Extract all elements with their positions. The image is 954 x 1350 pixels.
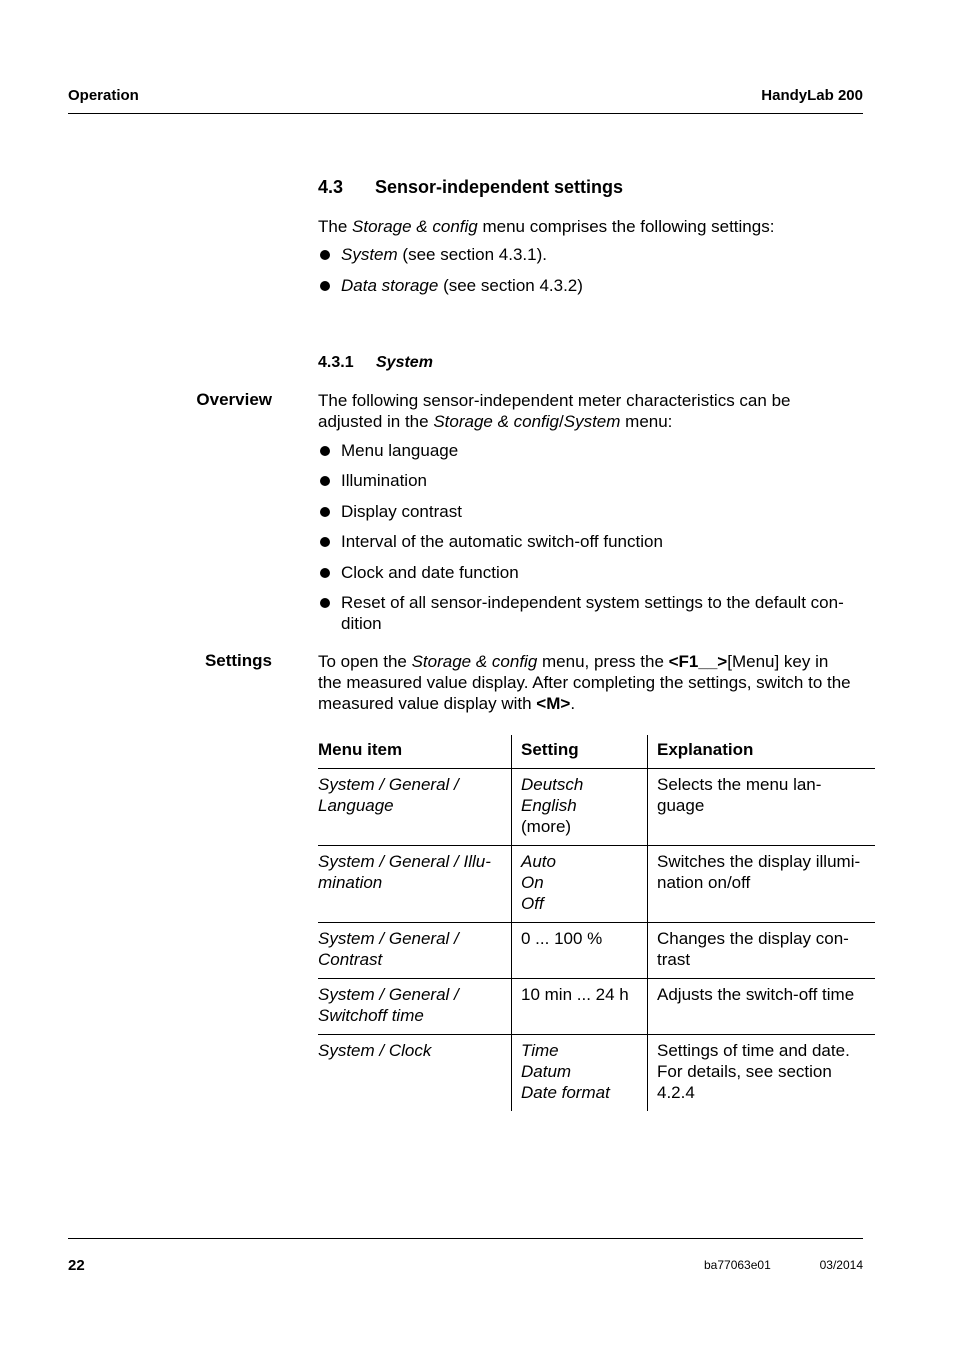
menu-item-cell: System / Clock — [318, 1034, 512, 1111]
section-number: 4.3 — [318, 177, 344, 197]
document-date: 03/2014 — [819, 1258, 863, 1272]
explanation-cell: Adjusts the switch-off time — [648, 978, 876, 1034]
overview-line: The following sensor-independent meter characteristics can be — [318, 391, 791, 410]
section-title: Sensor-independent settings — [375, 177, 624, 197]
menu-item-cell: System / General / Illu- mination — [318, 845, 512, 922]
setting-cell: 0 ... 100 % — [512, 922, 648, 978]
running-header-right: HandyLab 200 — [761, 87, 863, 104]
column-header: Setting — [512, 735, 648, 768]
bullet-icon — [320, 446, 330, 456]
subsection-title: System — [376, 354, 433, 371]
menu-item-cell: System / General / Contrast — [318, 922, 512, 978]
footer-rule — [68, 1238, 863, 1239]
column-header: Menu item — [318, 740, 403, 759]
running-header-left: Operation — [68, 87, 139, 104]
table-row — [318, 1034, 875, 1111]
table-header-row — [318, 735, 875, 768]
list-item-em: System — [341, 245, 398, 264]
setting-cell: 10 min ... 24 h — [512, 978, 648, 1034]
m-key-label: <M> — [536, 694, 571, 713]
list-item-text: (see section 4.3.2) — [438, 276, 583, 295]
f1-key-label: <F1__> — [668, 652, 728, 671]
page-number: 22 — [68, 1257, 85, 1274]
bullet-icon — [320, 476, 330, 486]
setting-cell: Auto On Off — [512, 845, 648, 922]
menu-item-cell: System / General / Language — [318, 768, 512, 845]
setting-cell: Deutsch English (more) — [512, 768, 648, 845]
explanation-cell: Settings of time and date. For details, see section 4.2.4 — [648, 1034, 876, 1111]
list-item-em: Data storage — [341, 276, 439, 295]
table-row — [318, 845, 875, 922]
intro-menu-name: Storage & config — [352, 217, 478, 236]
bullet-icon — [320, 598, 330, 608]
bullet-icon — [320, 537, 330, 547]
settings-table — [318, 735, 875, 1111]
intro-text: The — [318, 217, 353, 236]
explanation-cell: Changes the display con- trast — [648, 922, 876, 978]
section-intro — [318, 216, 774, 237]
settings-line: the measured value display. After completing the settings, switch to the — [318, 673, 851, 692]
header-rule — [68, 113, 863, 114]
explanation-cell: Selects the menu lan- guage — [648, 768, 876, 845]
subsection-number: 4.3.1 — [318, 354, 354, 371]
bullet-icon — [320, 507, 330, 517]
bullet-icon — [320, 250, 330, 260]
settings-line: To open the Storage & config menu, press the <F1__>[Menu] key in — [318, 652, 829, 671]
document-id: ba77063e01 — [704, 1258, 771, 1272]
settings-label: Settings — [204, 651, 272, 670]
list-item-text: (see section 4.3.1). — [397, 245, 547, 264]
table-row — [318, 922, 875, 978]
table-row — [318, 768, 875, 845]
bullet-icon — [320, 281, 330, 291]
bullet-icon — [320, 568, 330, 578]
menu-item-cell: System / General / Switchoff time — [318, 978, 512, 1034]
settings-line: measured value display with <M>. — [318, 694, 576, 713]
settings-paragraph — [318, 651, 851, 714]
overview-paragraph — [318, 390, 790, 432]
intro-text-end: menu comprises the following settings: — [477, 217, 775, 236]
setting-cell: Time Datum Date format — [512, 1034, 648, 1111]
overview-line: adjusted in the Storage & config/System menu: — [318, 412, 673, 431]
table-row — [318, 978, 875, 1034]
overview-label: Overview — [196, 390, 272, 409]
column-header: Explanation — [648, 735, 876, 768]
explanation-cell: Switches the display illumi- nation on/off — [648, 845, 876, 922]
